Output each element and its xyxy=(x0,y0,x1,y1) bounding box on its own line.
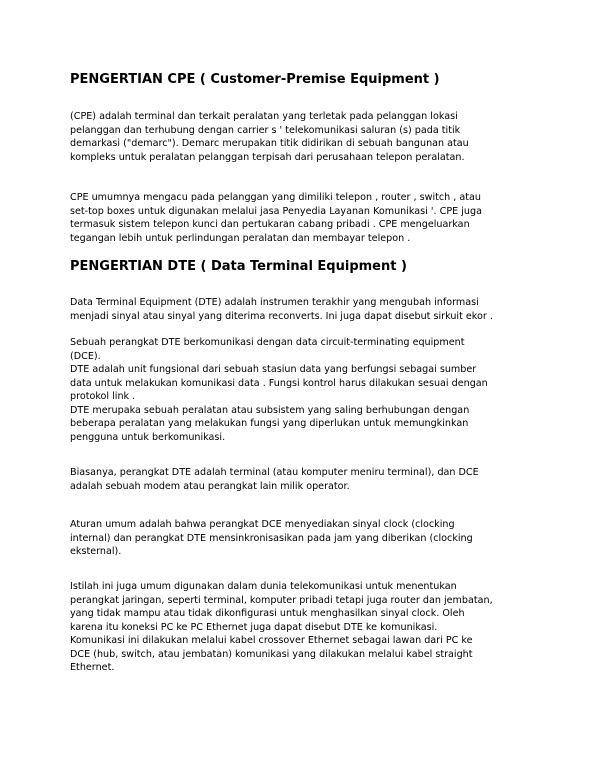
text-line: Ethernet. xyxy=(70,662,115,673)
text-line: (CPE) adalah terminal dan terkait peralatan yang terletak pada pelanggan lokasi xyxy=(70,111,458,122)
text-line: kompleks untuk peralatan pelanggan terpisah dari perusahaan telepon peralatan. xyxy=(70,151,465,163)
text-line: menjadi sinyal atau sinyal yang diterima reconverts. Ini juga dapat disebut sirkuit ekor . xyxy=(70,310,493,322)
text-line: beberapa peralatan yang melakukan fungsi yang diperlukan untuk memungkinkan xyxy=(70,418,469,429)
text-line: pelanggan dan terhubung dengan carrier s ' telekomunikasi saluran (s) pada titik xyxy=(70,124,461,136)
cpe-paragraph-1 xyxy=(70,110,469,164)
text-line: tegangan lebih untuk perlindungan peralatan dan membayar telepon . xyxy=(70,232,411,244)
text-line: CPE umumnya mengacu pada pelanggan yang dimiliki telepon , router , switch , atau xyxy=(70,192,482,203)
text-line: Istilah ini juga umum digunakan dalam dunia telekomunikasi untuk menentukan xyxy=(70,581,457,592)
text-line: DTE adalah unit fungsional dari sebuah stasiun data yang berfungsi sebagai sumber xyxy=(70,364,477,375)
text-line: internal) dan perangkat DTE mensinkronisasikan pada jam yang diberikan (clocking xyxy=(70,532,473,544)
text-line: protokol link . xyxy=(70,391,136,402)
text-line: DTE merupaka sebuah peralatan atau subsistem yang saling berhubungan dengan xyxy=(70,404,470,416)
text-line: karena itu koneksi PC ke PC Ethernet juga dapat disebut DTE ke komunikasi. xyxy=(70,621,438,633)
text-line: Biasanya, perangkat DTE adalah terminal (atau komputer meniru terminal), dan DCE xyxy=(70,467,479,478)
text-line: set-top boxes untuk digunakan melalui jasa Penyedia Layanan Komunikasi '. CPE juga xyxy=(70,205,482,217)
text-line: yang tidak mampu atau tidak dikonfigurasi untuk menghasilkan sinyal clock. Oleh xyxy=(70,608,465,619)
dte-paragraph-2 xyxy=(70,336,488,444)
text-line: Sebuah perangkat DTE berkomunikasi dengan data circuit-terminating equipment xyxy=(70,337,465,348)
text-line: Aturan umum adalah bahwa perangkat DCE menyediakan sinyal clock (clocking xyxy=(70,519,455,530)
dte-paragraph-4 xyxy=(70,518,473,559)
text-line: DCE (hub, switch, atau jembatan) komunikasi yang dilakukan melalui kabel straight xyxy=(70,648,473,660)
text-line: data untuk melakukan komunikasi data . Fungsi kontrol harus dilakukan sesuai dengan xyxy=(70,377,488,389)
text-line: termasuk sistem telepon kunci dan pertukaran cabang pribadi . CPE mengeluarkan xyxy=(70,219,470,230)
text-line: demarkasi ("demarc"). Demarc merupakan titik didirikan di sebuah bangunan atau xyxy=(70,138,469,149)
text-line: Data Terminal Equipment (DTE) adalah instrumen terakhir yang mengubah informasi xyxy=(70,297,479,308)
dte-paragraph-5 xyxy=(70,580,493,675)
dte-heading: PENGERTIAN DTE ( Data Terminal Equipment ) xyxy=(70,259,407,274)
cpe-heading: PENGERTIAN CPE ( Customer-Premise Equipment ) xyxy=(70,72,440,87)
cpe-paragraph-2 xyxy=(70,191,482,245)
text-line: eksternal). xyxy=(70,546,122,557)
text-line: Komunikasi ini dilakukan melalui kabel crossover Ethernet sebagai lawan dari PC ke xyxy=(70,635,473,646)
dte-paragraph-3 xyxy=(70,466,479,493)
text-line: (DCE). xyxy=(70,350,101,362)
text-line: pengguna untuk berkomunikasi. xyxy=(70,431,226,443)
text-line: perangkat jaringan, seperti terminal, komputer pribadi tetapi juga router dan jembatan, xyxy=(70,594,493,606)
dte-paragraph-1 xyxy=(70,296,493,323)
text-line: adalah sebuah modem atau perangkat lain milik operator. xyxy=(70,480,350,492)
